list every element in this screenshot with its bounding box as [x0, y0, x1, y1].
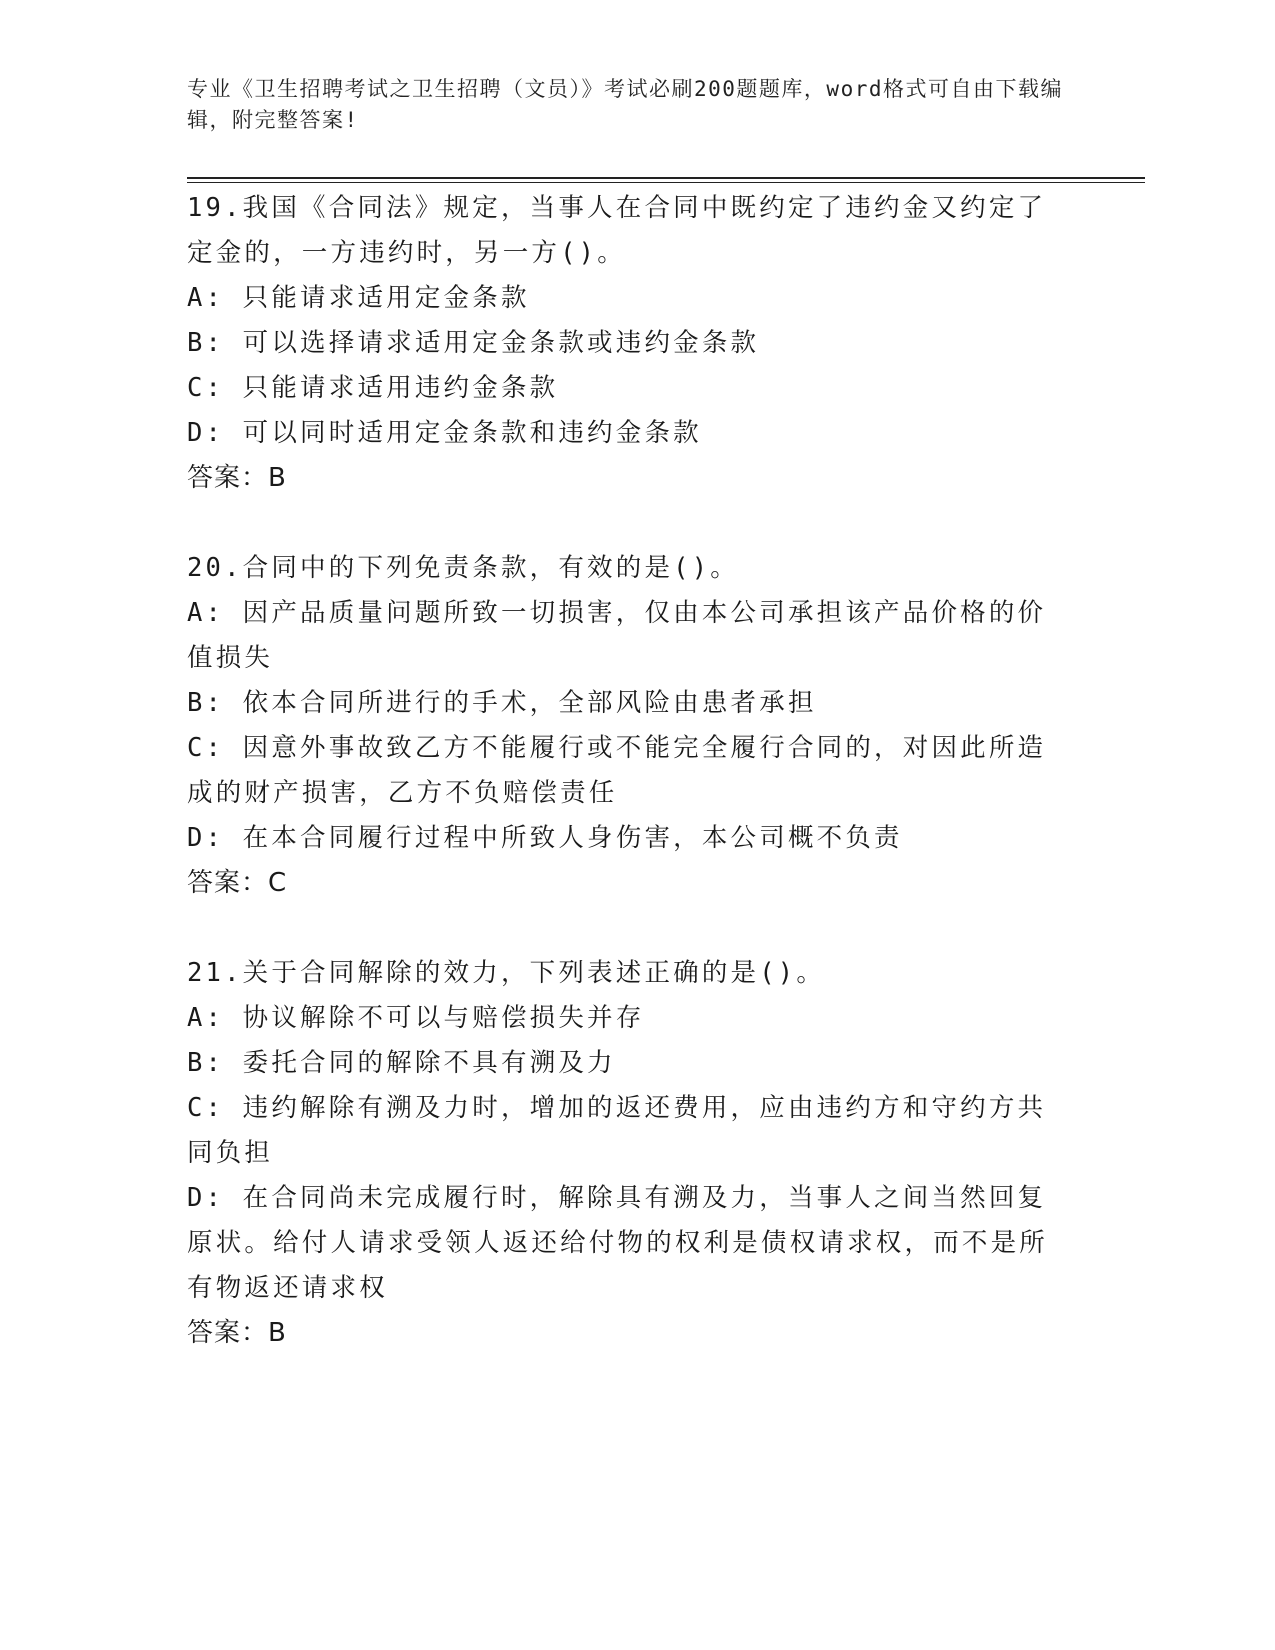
option-d: D: 在本合同履行过程中所致人身伤害，本公司概不负责 [187, 823, 903, 853]
question-19 [187, 186, 1067, 501]
document-header [187, 74, 1067, 136]
question-stem: 19.我国《合同法》规定，当事人在合同中既约定了违约金又约定了定金的，一方违约时，另一方()。 [187, 193, 1047, 268]
question-20 [187, 546, 1067, 906]
option-b: B: 可以选择请求适用定金条款或违约金条款 [187, 328, 760, 358]
header-intro-text: 专业《卫生招聘考试之卫生招聘（文员）》考试必刷200题题库，word格式可自由下载编辑，附完整答案! [187, 77, 1063, 132]
answer-label: 答案：C [187, 868, 288, 898]
answer-label: 答案：B [187, 463, 287, 493]
option-c: C: 只能请求适用违约金条款 [187, 373, 559, 403]
option-d: D: 在合同尚未完成履行时，解除具有溯及力，当事人之间当然回复原状。给付人请求受领人返还给付物的权利是债权请求权，而不是所有物返还请求权 [187, 1183, 1049, 1303]
option-a: A: 协议解除不可以与赔偿损失并存 [187, 1003, 645, 1033]
option-c: C: 因意外事故致乙方不能履行或不能完全履行合同的，对因此所造成的财产损害，乙方不负赔偿责任 [187, 733, 1047, 808]
answer-label: 答案：B [187, 1318, 287, 1348]
option-a: A: 因产品质量问题所致一切损害，仅由本公司承担该产品价格的价值损失 [187, 598, 1047, 673]
option-c: C: 违约解除有溯及力时，增加的返还费用，应由违约方和守约方共同负担 [187, 1093, 1047, 1168]
question-21 [187, 951, 1067, 1356]
question-list [187, 186, 1067, 1356]
question-stem: 21.关于合同解除的效力，下列表述正确的是()。 [187, 958, 826, 988]
option-d: D: 可以同时适用定金条款和违约金条款 [187, 418, 702, 448]
header-divider-thin [187, 182, 1145, 183]
option-b: B: 依本合同所进行的手术，全部风险由患者承担 [187, 688, 817, 718]
header-divider-thick [187, 177, 1145, 179]
option-a: A: 只能请求适用定金条款 [187, 283, 530, 313]
option-b: B: 委托合同的解除不具有溯及力 [187, 1048, 616, 1078]
question-stem: 20.合同中的下列免责条款，有效的是()。 [187, 553, 739, 583]
